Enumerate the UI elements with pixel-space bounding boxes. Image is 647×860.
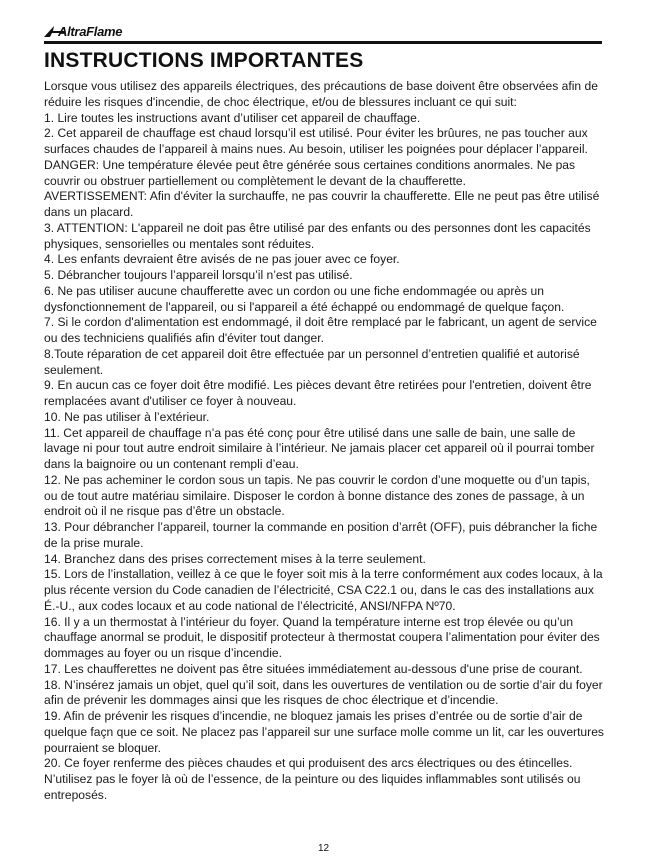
warning-notice: AVERTISSEMENT: Afin d'éviter la surchauffe, ne pas couvrir la chaufferette. Elle ne peut pas être utilisé dans un placard. xyxy=(44,189,600,219)
instruction-item: 1. Lire toutes les instructions avant d’utiliser cet appareil de chauffage. xyxy=(44,110,421,125)
instruction-item: 7. Si le cordon d'alimentation est endommagé, il doit être remplacé par le fabricant, un agent de service ou des techniciens qualifiés afin d'éviter tout danger. xyxy=(44,315,597,345)
instruction-item: 9. En aucun cas ce foyer doit être modifié. Les pièces devant être retirées pour l'entretien, doivent être remplacées avant d'utiliser ce foyer à nouveau. xyxy=(44,378,592,408)
instruction-item: 17. Les chaufferettes ne doivent pas être situées immédiatement au-dessous d'une prise de courant. xyxy=(44,661,583,676)
header-divider xyxy=(44,41,602,44)
instruction-item: 11. Cet appareil de chauffage n’a pas été conç pour être utilisé dans une salle de bain, une salle de lavage ni pour tout autre endroit similaire à l’intérieur. Ne jamais placer cet appareil où il pourrai tomber dans la baignoire ou un contenant rempli d’eau. xyxy=(44,425,595,471)
page-title: INSTRUCTIONS IMPORTANTES xyxy=(44,49,364,72)
instruction-item: 2. Cet appareil de chauffage est chaud lorsqu’il est utilisé. Pour éviter les brûures, ne pas toucher aux surfaces chaudes de l’appareil à mains nues. Au besoin, utiliser les poignées pour déplacer l’appareil. xyxy=(44,126,588,156)
logo-text: AltraFlame xyxy=(58,24,123,39)
instruction-item: 14. Branchez dans des prises correctement mises à la terre seulement. xyxy=(44,551,426,566)
page-number: 12 xyxy=(317,843,330,854)
danger-notice: DANGER: Une température élevée peut être générée sous certaines conditions anormales. Ne pas couvrir ou obstruer partiellement ou complètement le devant de la chaufferette. xyxy=(44,157,576,188)
instruction-item: 8.Toute réparation de cet appareil doit être effectuée par un personnel d’entretien qualifié et autorisé seulement. xyxy=(44,346,580,377)
instruction-item: 5. Débrancher toujours l’appareil lorsqu’il n’est pas utilisé. xyxy=(44,268,353,282)
instruction-item: 4. Les enfants devraient être avisés de ne pas jouer avec ce foyer. xyxy=(44,252,400,267)
instruction-item: 12. Ne pas acheminer le cordon sous un tapis. Ne pas couvrir le cordon d’une moquette ou d’un tapis, ou de tout autre matériau similaire. Disposer le cordon à bonne distance des zones de passage, à un endroit où il ne risque pas d’être un obstacle. xyxy=(44,472,590,519)
instruction-item: 13. Pour débrancher l’appareil, tourner la commande en position d’arrêt (OFF), puis débrancher la fiche de la prise murale. xyxy=(44,520,598,550)
instruction-item: 20. Ce foyer renferme des pièces chaudes et qui produisent des arcs électriques ou des étincelles. N’utilisez pas le foyer là où de l’essence, de la peinture ou des liquides inflammables sont utilisés ou entreposés. xyxy=(44,756,581,802)
brand-logo xyxy=(44,18,123,40)
instruction-item: 10. Ne pas utiliser à l’extérieur. xyxy=(44,409,210,424)
instruction-item: 19. Afin de prévenir les risques d’incendie, ne bloquez jamais les prises d’entrée ou de sortie d’air de quelque façn que ce soit. Ne placez pas l’appareil sur une surface molle comme un lit, car les ouvertures pourraient se bloquer. xyxy=(44,709,604,755)
instructions-body xyxy=(44,79,604,804)
instruction-item: 16. Il y a un thermostat à l’intérieur du foyer. Quand la température interne est trop élevée ou qu’un chauffage anormal se produit, le dispositif protecteur à thermostat coupera l’alimentation pour éviter des dommages au foyer ou un risque d’incendie. xyxy=(44,614,600,660)
intro-paragraph: Lorsque vous utilisez des appareils électriques, des précautions de base doivent être observées afin de réduire les risques d'incendie, de choc électrique, et/ou de blessures incluant ce qui suit: xyxy=(44,79,598,109)
instruction-item: 3. ATTENTION: L'appareil ne doit pas être utilisé par des enfants ou des personnes dont les capacités physiques, sensorielles ou mentales sont réduites. xyxy=(44,220,591,251)
instruction-item: 18. N’insérez jamais un objet, quel qu’il soit, dans les ouvertures de ventilation ou de sortie d’air du foyer afin de prévenir les dommages ainsi que les risques de choc électrique et d’incendie. xyxy=(44,677,603,708)
instruction-item: 6. Ne pas utiliser aucune chaufferette avec un cordon ou une fiche endommagée ou après un dysfonctionnement de l'appareil, ou si l'appareil a été échappé ou endommagé de quelque façon. xyxy=(44,283,565,314)
instruction-item: 15. Lors de l’installation, veillez à ce que le foyer soit mis à la terre conformément aux codes locaux, à la plus récente version du Code canadien de l’électricité, CSA C22.1 ou, dans le cas des installations aux É.-U., aux codes locaux et au code national de l’électricité, ANSI/NFPA Nº70. xyxy=(44,567,603,613)
